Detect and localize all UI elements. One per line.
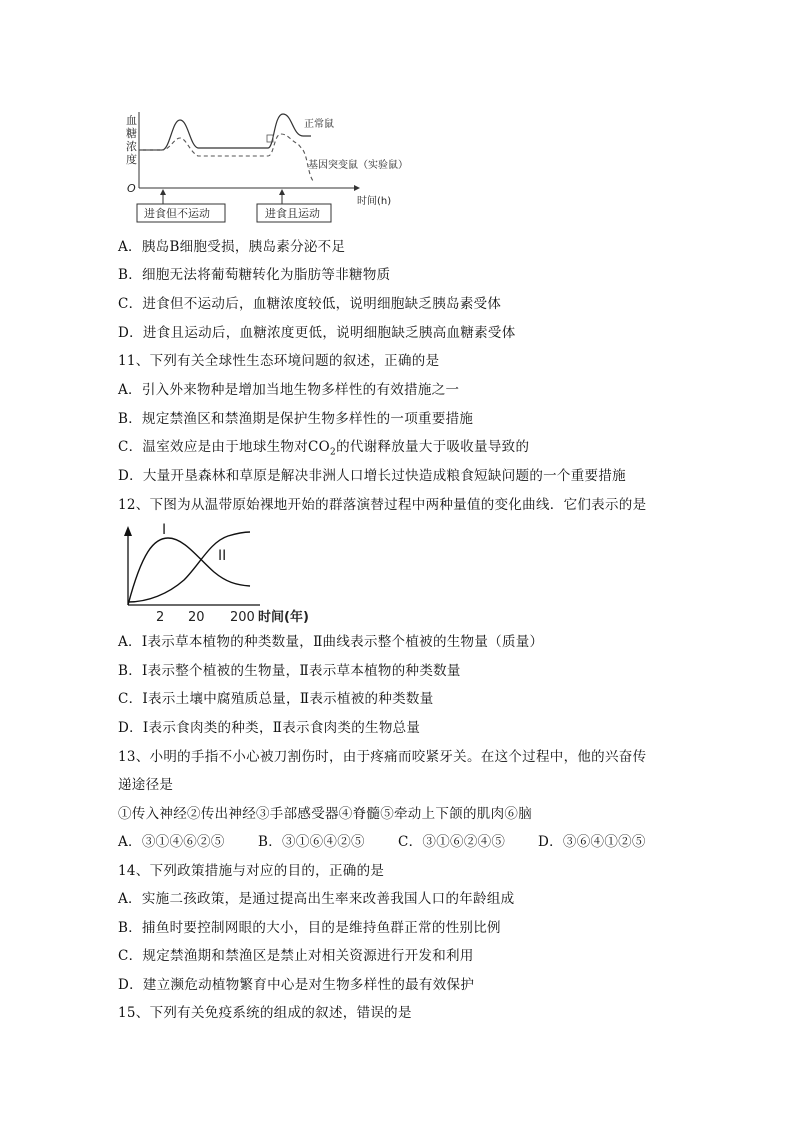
blood-glucose-chart bbox=[118, 106, 418, 226]
mutant-mouse-label: 基因突变鼠（实验鼠） bbox=[308, 160, 408, 171]
normal-mouse-label: 正常鼠 bbox=[304, 119, 334, 130]
q10-option-a: A．胰岛B细胞受损，胰岛素分泌不足 bbox=[118, 239, 346, 255]
blood-glucose-figure bbox=[118, 106, 418, 226]
y-axis-label-1: 血 bbox=[126, 114, 137, 127]
q12-option-c: C．Ⅰ表示土壤中腐殖质总量，Ⅱ表示植被的种类数量 bbox=[118, 691, 434, 707]
q14-option-b: B．捕鱼时要控制网眼的大小，目的是维持鱼群正常的性别比例 bbox=[118, 920, 501, 936]
x-tick-2: 2 bbox=[156, 610, 165, 624]
curve-1 bbox=[128, 538, 250, 605]
y-axis-label-2: 糖 bbox=[126, 127, 137, 140]
succession-chart bbox=[118, 522, 334, 624]
q13-option-d: D．③⑥④①②⑤ bbox=[538, 834, 646, 850]
q14-option-d: D．建立濒危动植物繁育中心是对生物多样性的最有效保护 bbox=[118, 977, 475, 993]
succession-x-axis-label: 时间(年) bbox=[258, 610, 309, 624]
x-axis-arrow bbox=[354, 185, 360, 191]
q11-option-c-pre: C．温室效应是由于地球生物对CO bbox=[118, 439, 331, 455]
y-axis-label-4: 度 bbox=[126, 153, 137, 166]
q11-option-d: D．大量开垦森林和草原是解决非洲人口增长过快造成粮食短缺问题的一个重要措施 bbox=[118, 468, 626, 484]
q13-option-a: A．③①④⑥②⑤ bbox=[118, 834, 225, 850]
y-axis-label-3: 浓 bbox=[126, 140, 137, 153]
normal-mouse-curve bbox=[139, 114, 311, 150]
q11-option-b: B．规定禁渔区和禁渔期是保护生物多样性的一项重要措施 bbox=[118, 411, 474, 427]
q12-option-a: A．Ⅰ表示草本植物的种类数量，Ⅱ曲线表示整个植被的生物量（质量） bbox=[118, 634, 544, 650]
curve-2-label: II bbox=[218, 548, 227, 564]
q14-option-c: C．规定禁渔期和禁渔区是禁止对相关资源进行开发和利用 bbox=[118, 948, 474, 964]
origin-label: O bbox=[127, 182, 136, 195]
q11-option-c-post: 的代谢释放量大于吸收量导致的 bbox=[336, 439, 530, 455]
q11-stem: 11、下列有关全球性生态环境问题的叙述，正确的是 bbox=[118, 353, 440, 369]
q13-stem-line2: 递途径是 bbox=[118, 777, 174, 793]
mutant-mouse-curve bbox=[139, 134, 314, 182]
q14-option-a: A．实施二孩政策，是通过提高出生率来改善我国人口的年龄组成 bbox=[118, 891, 515, 907]
q10-option-b: B．细胞无法将葡萄糖转化为脂肪等非糖物质 bbox=[118, 267, 391, 283]
arrow-left-head bbox=[160, 189, 166, 195]
q11-option-c-subscript: 2 bbox=[330, 447, 337, 458]
curve-2 bbox=[128, 532, 250, 602]
q11-option-c bbox=[118, 438, 529, 462]
q13-option-c: C．③①⑥②④⑤ bbox=[398, 834, 506, 850]
box-left-label: 进食但不运动 bbox=[144, 207, 210, 220]
succession-y-arrow bbox=[124, 526, 132, 536]
q13-items: ①传入神经②传出神经③手部感受器④脊髓⑤牵动上下颌的肌肉⑥脑 bbox=[118, 806, 532, 822]
q10-option-c: C．进食但不运动后，血糖浓度较低，说明细胞缺乏胰岛素受体 bbox=[118, 296, 502, 312]
q12-option-b: B．Ⅰ表示整个植被的生物量，Ⅱ表示草本植物的种类数量 bbox=[118, 663, 461, 679]
q13-option-b: B．③①⑥④②⑤ bbox=[258, 834, 365, 850]
q11-option-a: A．引入外来物种是增加当地生物多样性的有效措施之一 bbox=[118, 382, 460, 398]
x-tick-20: 20 bbox=[188, 610, 205, 624]
q15-stem: 15、下列有关免疫系统的组成的叙述，错误的是 bbox=[118, 1005, 412, 1021]
q12-option-d: D．Ⅰ表示食肉类的种类，Ⅱ表示食肉类的生物总量 bbox=[118, 720, 421, 736]
succession-figure bbox=[118, 522, 334, 624]
q13-options bbox=[118, 833, 646, 851]
q10-option-d: D．进食且运动后，血糖浓度更低，说明细胞缺乏胰高血糖素受体 bbox=[118, 325, 516, 341]
arrow-right-head bbox=[279, 189, 285, 195]
x-axis-label: 时间(h) bbox=[357, 196, 392, 207]
curve-1-label: I bbox=[162, 522, 167, 538]
q14-stem: 14、下列政策措施与对应的目的，正确的是 bbox=[118, 863, 385, 879]
q12-stem: 12、下图为从温带原始裸地开始的群落演替过程中两种量值的变化曲线．它们表示的是 bbox=[118, 497, 647, 513]
x-tick-200: 200 bbox=[230, 610, 255, 624]
box-right-label: 进食且运动 bbox=[265, 207, 320, 220]
q13-stem-line1: 13、小明的手指不小心被刀割伤时，由于疼痛而咬紧牙关。在这个过程中，他的兴奋传 bbox=[118, 749, 647, 765]
